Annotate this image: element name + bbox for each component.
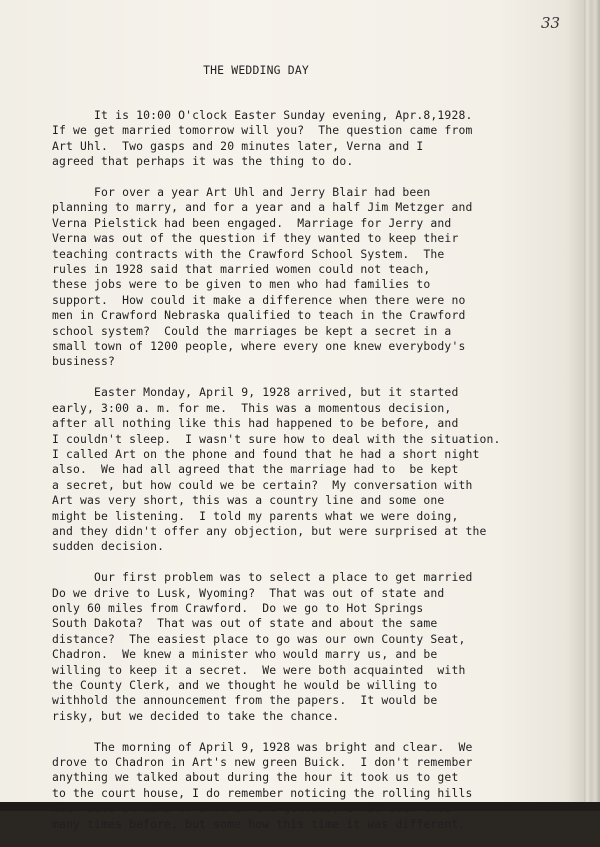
text-line: It is 10:00 O'clock Easter Sunday evening, Apr.8,1928. — [52, 108, 473, 122]
text-line: planning to marry, and for a year and a half Jim Metzger and — [52, 200, 473, 215]
text-line: also. We had all agreed that the marriage had to be kept — [52, 462, 459, 477]
paragraph — [52, 740, 527, 832]
text-line: teaching contracts with the Crawford School System. The — [52, 246, 445, 261]
paragraph — [52, 108, 527, 170]
text-line: the County Clerk, and we thought he would be willing to — [52, 677, 438, 692]
text-line: drove to Chadron in Art's new green Buick. I don't remember — [52, 755, 473, 769]
text-line: Do we drive to Lusk, Wyoming? That was out of state and — [52, 585, 445, 600]
paragraph — [52, 185, 527, 370]
text-line: Verna Pielstick had been engaged. Marriage for Jerry and — [52, 215, 452, 230]
text-line: anything we talked about during the hour it took us to get — [52, 770, 459, 785]
text-line: agreed that perhaps it was the thing to do. — [52, 154, 354, 169]
text-line: to the court house, I do remember noticing the rolling hills — [52, 785, 473, 800]
chapter-title: THE WEDDING DAY — [203, 63, 309, 77]
text-line: I called Art on the phone and found that he had a short night — [52, 446, 480, 461]
text-line: these jobs were to be given to men who had families to — [52, 277, 431, 292]
text-line: sudden decision. — [52, 539, 165, 554]
text-line: after all nothing like this had happened to be before, and — [52, 416, 459, 431]
text-line: business? — [52, 354, 116, 369]
text-line: Our first problem was to select a place to get married — [52, 570, 473, 585]
text-line: Verna was out of the question if they wanted to keep their — [52, 231, 459, 246]
paragraph — [52, 385, 527, 554]
text-line: Chadron. We knew a minister who would marry us, and be — [52, 647, 438, 662]
text-line: a secret, but how could we be certain? My conversation with — [52, 477, 473, 492]
text-line: Art was very short, this was a country line and some one — [52, 493, 445, 508]
text-line: school system? Could the marriages be kept a secret in a — [52, 323, 452, 338]
text-line: many times before, but some how this time it was different. — [52, 816, 466, 831]
text-line: risky, but we decided to take the chance. — [52, 708, 340, 723]
text-line: willing to keep it a secret. We were both acquainted with — [52, 662, 466, 677]
page-number: 33 — [541, 14, 561, 32]
text-line: South Dakota? That was out of state and about the same — [52, 616, 438, 631]
text-line: support. How could it make a difference when there were no — [52, 292, 466, 307]
text-line: withhold the announcement from the papers. It would be — [52, 693, 438, 708]
text-line: distance? The easiest place to go was our own County Seat, — [52, 631, 466, 646]
text-line: and they didn't offer any objection, but were surprised at the — [52, 523, 487, 538]
text-line: The morning of April 9, 1928 was bright and clear. We — [52, 739, 473, 754]
text-line: early, 3:00 a. m. for me. This was a momentous decision, — [52, 400, 452, 415]
text-line: small town of 1200 people, where every one knew everybody's — [52, 339, 466, 354]
binding-shadow — [0, 802, 600, 811]
book-page-edges — [584, 0, 600, 802]
text-line: For over a year Art Uhl and Jerry Blair had been — [52, 185, 431, 200]
text-line: men in Crawford Nebraska qualified to teach in the Crawford — [52, 308, 466, 323]
text-line: If we get married tomorrow will you? The question came from — [52, 123, 473, 138]
text-line: might be listening. I told my parents what we were doing, — [52, 508, 459, 523]
body-text — [52, 108, 527, 847]
text-line: only 60 miles from Crawford. Do we go to Hot Springs — [52, 600, 424, 615]
text-line: rules in 1928 said that married women could not teach, — [52, 262, 431, 277]
text-line: I couldn't sleep. I wasn't sure how to deal with the situation. — [52, 431, 501, 446]
text-line: Easter Monday, April 9, 1928 arrived, but it started — [52, 385, 459, 400]
paragraph — [52, 570, 527, 724]
text-line: Art Uhl. Two gasps and 20 minutes later, Verna and I — [52, 138, 424, 153]
